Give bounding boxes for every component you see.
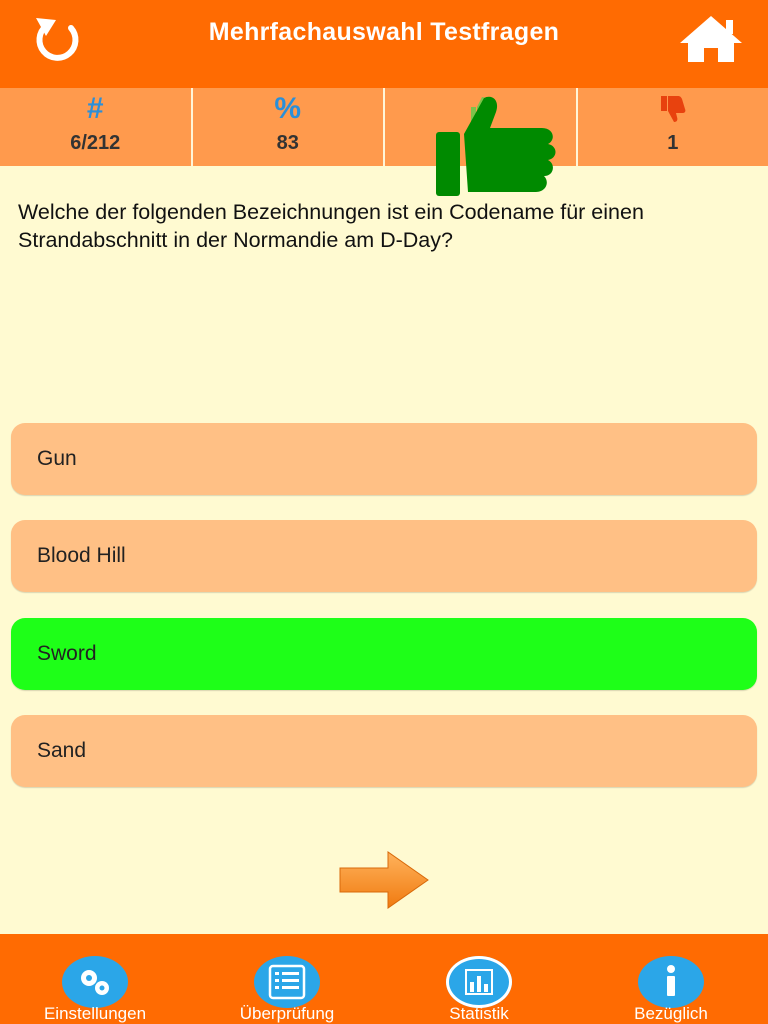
tab-label: Überprüfung: [239, 1004, 335, 1023]
list-icon: [254, 956, 320, 1008]
question-counter-value: 6/212: [70, 132, 121, 154]
answer-label: Blood Hill: [37, 544, 126, 567]
info-icon: [638, 956, 704, 1008]
stat-percent: [193, 88, 386, 166]
tab-label: Statistik: [449, 1004, 509, 1023]
arrow-right-icon: [336, 848, 432, 912]
bar-chart-icon: [446, 956, 512, 1008]
answer-label: Sword: [37, 642, 97, 665]
question-text: Welche der folgenden Bezeichnungen ist ein Codename für einen Strandabschnitt in der Normandie am D-Day?: [18, 200, 644, 252]
answer-option-blood-hill[interactable]: [11, 520, 757, 592]
stat-question-counter: [0, 88, 193, 166]
tab-ueberpruefung[interactable]: [192, 934, 382, 1024]
thumbs-down-icon: [658, 94, 688, 124]
home-button[interactable]: [676, 10, 746, 70]
percent-value: 83: [276, 132, 299, 154]
hash-icon: #: [86, 92, 104, 125]
tab-label: Bezüglich: [634, 1004, 708, 1023]
bottom-tab-bar: [0, 934, 768, 1024]
percent-icon: %: [274, 92, 302, 125]
answer-option-sand[interactable]: [11, 715, 757, 787]
thumbs-up-feedback-icon: [432, 94, 562, 198]
tab-bezueglich[interactable]: [576, 934, 766, 1024]
answer-label: Sand: [37, 739, 87, 762]
tab-statistik[interactable]: [384, 934, 574, 1024]
answer-option-sword[interactable]: [11, 618, 757, 690]
stats-bar: [0, 88, 768, 166]
gears-icon: [62, 956, 128, 1008]
home-icon: [676, 10, 746, 70]
next-question-button[interactable]: [336, 848, 432, 912]
top-bar: [0, 0, 768, 88]
stat-wrong: [578, 88, 768, 166]
tab-einstellungen[interactable]: [0, 934, 190, 1024]
answer-label: Gun: [37, 447, 77, 470]
wrong-value: 1: [667, 132, 679, 154]
tab-label: Einstellungen: [43, 1004, 147, 1023]
answer-option-gun[interactable]: [11, 423, 757, 495]
page-title: Mehrfachauswahl Testfragen: [208, 18, 560, 46]
